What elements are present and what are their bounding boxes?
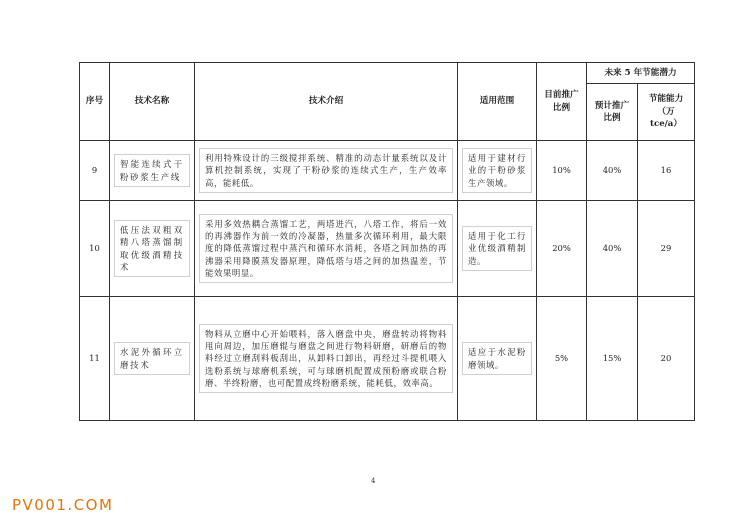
row-saving: 29 bbox=[638, 201, 695, 297]
row-expected-ratio: 40% bbox=[587, 141, 638, 201]
page-number: 4 bbox=[371, 477, 376, 485]
row-index: 10 bbox=[80, 201, 110, 297]
row-saving: 16 bbox=[638, 141, 695, 201]
row-scope-cell bbox=[458, 297, 537, 421]
row-intro-cell bbox=[195, 141, 458, 201]
table-row bbox=[80, 141, 695, 201]
row-name: 智能连续式干粉砂浆生产线 bbox=[114, 154, 190, 186]
row-name-cell bbox=[110, 297, 195, 421]
header-index: 序号 bbox=[80, 63, 110, 141]
row-index: 11 bbox=[80, 297, 110, 421]
row-name-cell bbox=[110, 141, 195, 201]
row-scope-cell bbox=[458, 141, 537, 201]
row-expected-ratio: 40% bbox=[587, 201, 638, 297]
row-intro: 物料从立磨中心开始喂料，落入磨盘中央，磨盘转动将物料甩向周边，加压磨辊与磨盘之间进行物料研磨，研磨后的物料经过立磨刮料板刮出，从卸料口卸出，再经过斗提机喂入选粉系统与球磨机系统，可与球磨机配置成预粉磨或联合粉磨、半终粉磨，也可配置成终粉磨系统，能耗低，效率高。 bbox=[199, 324, 453, 393]
row-intro-cell bbox=[195, 297, 458, 421]
row-expected-ratio: 15% bbox=[587, 297, 638, 421]
row-name: 低压法双粗双精八塔蒸馏制取优级酒精技术 bbox=[114, 220, 190, 277]
table-row bbox=[80, 297, 695, 421]
row-saving: 20 bbox=[638, 297, 695, 421]
header-saving: 节能能力（万 tce/a） bbox=[638, 84, 695, 141]
row-scope-cell bbox=[458, 201, 537, 297]
header-future-group: 未来 5 年节能潜力 bbox=[587, 63, 695, 84]
header-current-ratio: 目前推广比例 bbox=[537, 63, 587, 141]
row-scope: 适应于水泥粉磨领域。 bbox=[462, 342, 532, 374]
header-intro: 技术介绍 bbox=[195, 63, 458, 141]
row-scope: 适用于化工行业优级酒精制造。 bbox=[462, 226, 532, 271]
site-watermark: PV001.COM bbox=[12, 496, 114, 514]
row-intro-cell bbox=[195, 201, 458, 297]
row-intro: 采用多效热耦合蒸馏工艺，两塔进汽，八塔工作，将后一效的再沸器作为前一效的冷凝器，热量多次循环利用，最大限度的降低蒸馏过程中蒸汽和循环水消耗，各塔之间加热的再沸器采用降膜蒸发器原理，降低塔与塔之间的加热温差，节能效果明显。 bbox=[199, 214, 453, 283]
header-scope: 适用范围 bbox=[458, 63, 537, 141]
header-name: 技术名称 bbox=[110, 63, 195, 141]
row-name-cell bbox=[110, 201, 195, 297]
row-scope: 适用于建材行业的干粉砂浆生产领域。 bbox=[462, 148, 532, 193]
row-intro: 利用特殊设计的三级搅拌系统、精准的动态计量系统以及计算机控制系统，实现了干粉砂浆的连续式生产，生产效率高，能耗低。 bbox=[199, 148, 453, 193]
row-current-ratio: 20% bbox=[537, 201, 587, 297]
row-name: 水泥外循环立磨技术 bbox=[114, 342, 190, 374]
header-expected-ratio: 预计推广比例 bbox=[587, 84, 638, 141]
row-current-ratio: 5% bbox=[537, 297, 587, 421]
row-index: 9 bbox=[80, 141, 110, 201]
row-current-ratio: 10% bbox=[537, 141, 587, 201]
table-row bbox=[80, 201, 695, 297]
technology-table bbox=[79, 62, 695, 421]
